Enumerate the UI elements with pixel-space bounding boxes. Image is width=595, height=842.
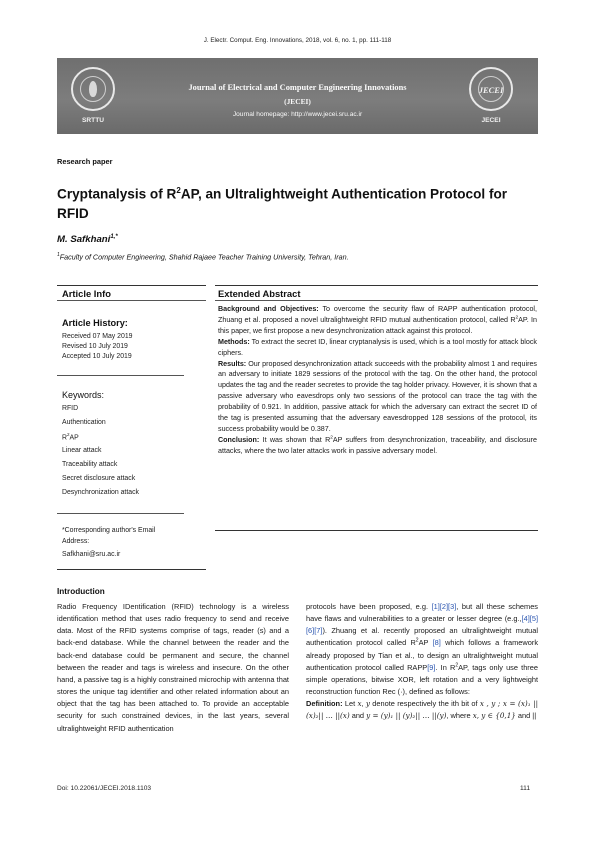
- results-label: Results:: [218, 359, 247, 368]
- intro-sup-2: 2: [455, 662, 459, 669]
- journal-banner: [57, 58, 538, 134]
- abstract-heading: Extended Abstract: [218, 288, 301, 299]
- intro-text-f: . In R: [435, 662, 456, 672]
- def-math-3: x , y ; x = (x)₁ || (x)₂|| … ||(x): [306, 699, 538, 721]
- def-math-1: x: [357, 699, 362, 709]
- def-math-4: y = (y)₁ || (y)₂|| … ||(y): [366, 711, 447, 721]
- background-label: Background and Objectives:: [218, 305, 319, 313]
- rule-under-info-heading: [57, 300, 206, 301]
- title-sup: 2: [176, 186, 181, 195]
- conclusion-label: Conclusion:: [218, 435, 260, 444]
- abstract-conclusion: [218, 435, 537, 457]
- rule-after-keywords: [57, 513, 184, 514]
- history-accepted: Accepted 10 July 2019: [62, 353, 132, 360]
- def-text-e: , where: [446, 711, 473, 721]
- keyword-authentication: Authentication: [62, 419, 106, 426]
- def-text-f: and ||: [515, 711, 537, 721]
- citation-9[interactable]: [9]: [427, 662, 436, 672]
- def-text-b: ,: [361, 699, 366, 709]
- introduction-heading: Introduction: [57, 587, 105, 596]
- abstract-results: [218, 359, 537, 435]
- author: [57, 234, 118, 245]
- history-received: Received 07 May 2019: [62, 333, 133, 340]
- history-revised: Revised 10 July 2019: [62, 343, 128, 350]
- author-sup: 1,*: [110, 234, 118, 240]
- journal-abbreviation: (JECEI): [284, 97, 311, 106]
- def-text-d: and: [349, 711, 367, 721]
- keyword-r2ap-sup: 2: [66, 432, 70, 437]
- journal-name: Journal of Electrical and Computer Engineering Innovations: [188, 83, 407, 92]
- affiliation: [57, 252, 349, 261]
- srttu-logo-icon: [71, 67, 115, 111]
- background-sup: 2: [515, 315, 519, 321]
- journal-homepage[interactable]: Journal homepage: http://www.jecei.sru.ac.ir: [232, 111, 363, 118]
- jecei-logo-text: JECEI: [478, 85, 504, 95]
- title-part1: Cryptanalysis of R: [57, 186, 177, 202]
- conclusion-text2: AP suffers from desynchronization, traceability, and disclosure attacks, where the two later attacks work in passive adversary model.: [218, 435, 537, 455]
- running-head: J. Electr. Comput. Eng. Innovations, 2018, vol. 6, no. 1, pp. 111-118: [203, 37, 392, 44]
- methods-label: Methods:: [218, 337, 250, 346]
- intro-text-c: ). Zhuang et al. recently proposed an ultralightweight mutual authentication protocol called R: [306, 626, 538, 648]
- intro-text-e: which follows a framework already proposed by Tian et al., to design an ultralightweight mutual authentication protocol called RAPP: [306, 638, 539, 672]
- conclusion-sup: 2: [330, 435, 333, 441]
- background-text: To overcome the security flaw of RAPP authentication protocol, Zhuang et al. proposed a novel ultralightweight RFID mutual authentication protocol, called R: [218, 305, 538, 324]
- intro-text-b: , but all these schemes have flaws and vulnerabilities to a greater or lesser degree (e.g.,: [306, 602, 538, 624]
- title-part2: AP, an Ultralightweight Authentication Protocol for RFID: [57, 186, 508, 221]
- background-text2: AP. In this paper, we first propose a new desynchronization attack against this protocol.: [218, 315, 537, 335]
- paper-type: Research paper: [57, 157, 113, 166]
- keyword-r2ap-tail: AP: [69, 434, 79, 442]
- rule-top-left: [57, 285, 206, 286]
- def-math-5: x, y ∈ {0,1}: [472, 711, 516, 721]
- paper-title: [57, 181, 527, 223]
- abstract-background: [218, 304, 537, 337]
- footer-page-number: 111: [520, 785, 531, 792]
- citation-1-3[interactable]: [1][2][3]: [431, 602, 457, 611]
- rule-under-abstract-heading: [215, 300, 538, 301]
- abstract-methods: [218, 337, 537, 359]
- rule-top-right: [215, 285, 538, 286]
- rule-bottom-left: [57, 569, 206, 570]
- definition-label: Definition:: [306, 699, 343, 709]
- keyword-r2ap-r: R: [62, 434, 67, 442]
- intro-text-d: AP: [418, 638, 433, 648]
- keyword-secret-disclosure: Secret disclosure attack: [62, 475, 136, 482]
- citation-4-7[interactable]: [4][5][6][7]: [306, 614, 538, 636]
- affiliation-sup: 1: [57, 252, 60, 258]
- def-text-a: Let: [342, 699, 358, 709]
- keyword-r2ap: [62, 432, 79, 441]
- jecei-logo-icon: [469, 67, 513, 111]
- corresponding-author-line2: Address:: [62, 538, 90, 545]
- intro-text-g: AP, tags only use three simple operations, bitwise XOR, left rotation and a very lightweight reconstruction function Rec (·), defined as follows:: [306, 662, 538, 697]
- jecei-logo-caption: JECEI: [481, 117, 501, 124]
- intro-sup-1: 2: [415, 638, 419, 644]
- results-text: Our proposed desynchronization attack succeeds with the probability almost 1 and requires an adversary to initiate 1829 sessions of the protocol with the tag. On the other hand, the protocol updates the tag and the reader secretes to provide the tag holder privacy. However, it is shown that a passive adversary who eavesdrops only two sessions of the protocol can trace the tag with the probability of 0.921. In addition, passive attack for which the adversary can extract the secret ID of the tag is presented assuming that the adversary eavesdropped 128 sessions of the protocol, its success probability would be 0.387.: [218, 359, 537, 433]
- def-math-2: y: [365, 699, 370, 709]
- keyword-rfid: RFID: [62, 405, 79, 412]
- intro-left-column: Radio Frequency IDentification (RFID) technology is a wireless identification method that uses radio frequency to send and receive data. Most of the RFID systems comprise of tags, reader (s) and a back-end database. While the channel between the reader and the back-end database could be permanent and secure, the channel between the reader and tags is wireless and insecure. On the other hand, a passive tag is a highly constrained microchip with antenna that stores the unique tag identifier and other related information about an object that the tag has been attached to. To provide an acceptable security for such constrained devices, in the last years, several ultralightweight RFID authentication: [57, 602, 289, 733]
- keyword-linear-attack: Linear attack: [62, 447, 102, 454]
- rule-after-history: [57, 375, 184, 376]
- intro-right-column: [306, 601, 538, 723]
- methods-text: To extract the secret ID, linear cryptanalysis is used, which is a tool mostly for attack block ciphers.: [218, 337, 537, 357]
- keyword-desynchronization: Desynchronization attack: [62, 489, 139, 496]
- def-text-c: denote respectively the ith bit of: [369, 699, 480, 709]
- intro-text-a: protocols have been proposed, e.g.: [306, 602, 432, 611]
- keyword-traceability-attack: Traceability attack: [62, 461, 118, 468]
- corresponding-email[interactable]: Safkhani@sru.ac.ir: [62, 551, 121, 558]
- keywords-heading: Keywords:: [62, 390, 105, 400]
- footer-doi[interactable]: Doi: 10.22061/JECEI.2018.1103: [57, 785, 152, 792]
- article-info-heading: Article Info: [62, 288, 111, 299]
- conclusion-text: It was shown that R: [259, 435, 331, 444]
- rule-bottom-right: [215, 530, 538, 531]
- extended-abstract: [218, 304, 537, 457]
- srttu-logo-caption: SRTTU: [82, 117, 104, 124]
- author-name: M. Safkhani: [57, 234, 111, 246]
- citation-8[interactable]: [8]: [432, 638, 441, 648]
- article-history-heading: Article History:: [62, 318, 128, 328]
- corresponding-author-line1: *Corresponding author's Email: [62, 527, 156, 534]
- affiliation-text: Faculty of Computer Engineering, Shahid Rajaee Teacher Training University, Tehran, Iran.: [59, 252, 349, 262]
